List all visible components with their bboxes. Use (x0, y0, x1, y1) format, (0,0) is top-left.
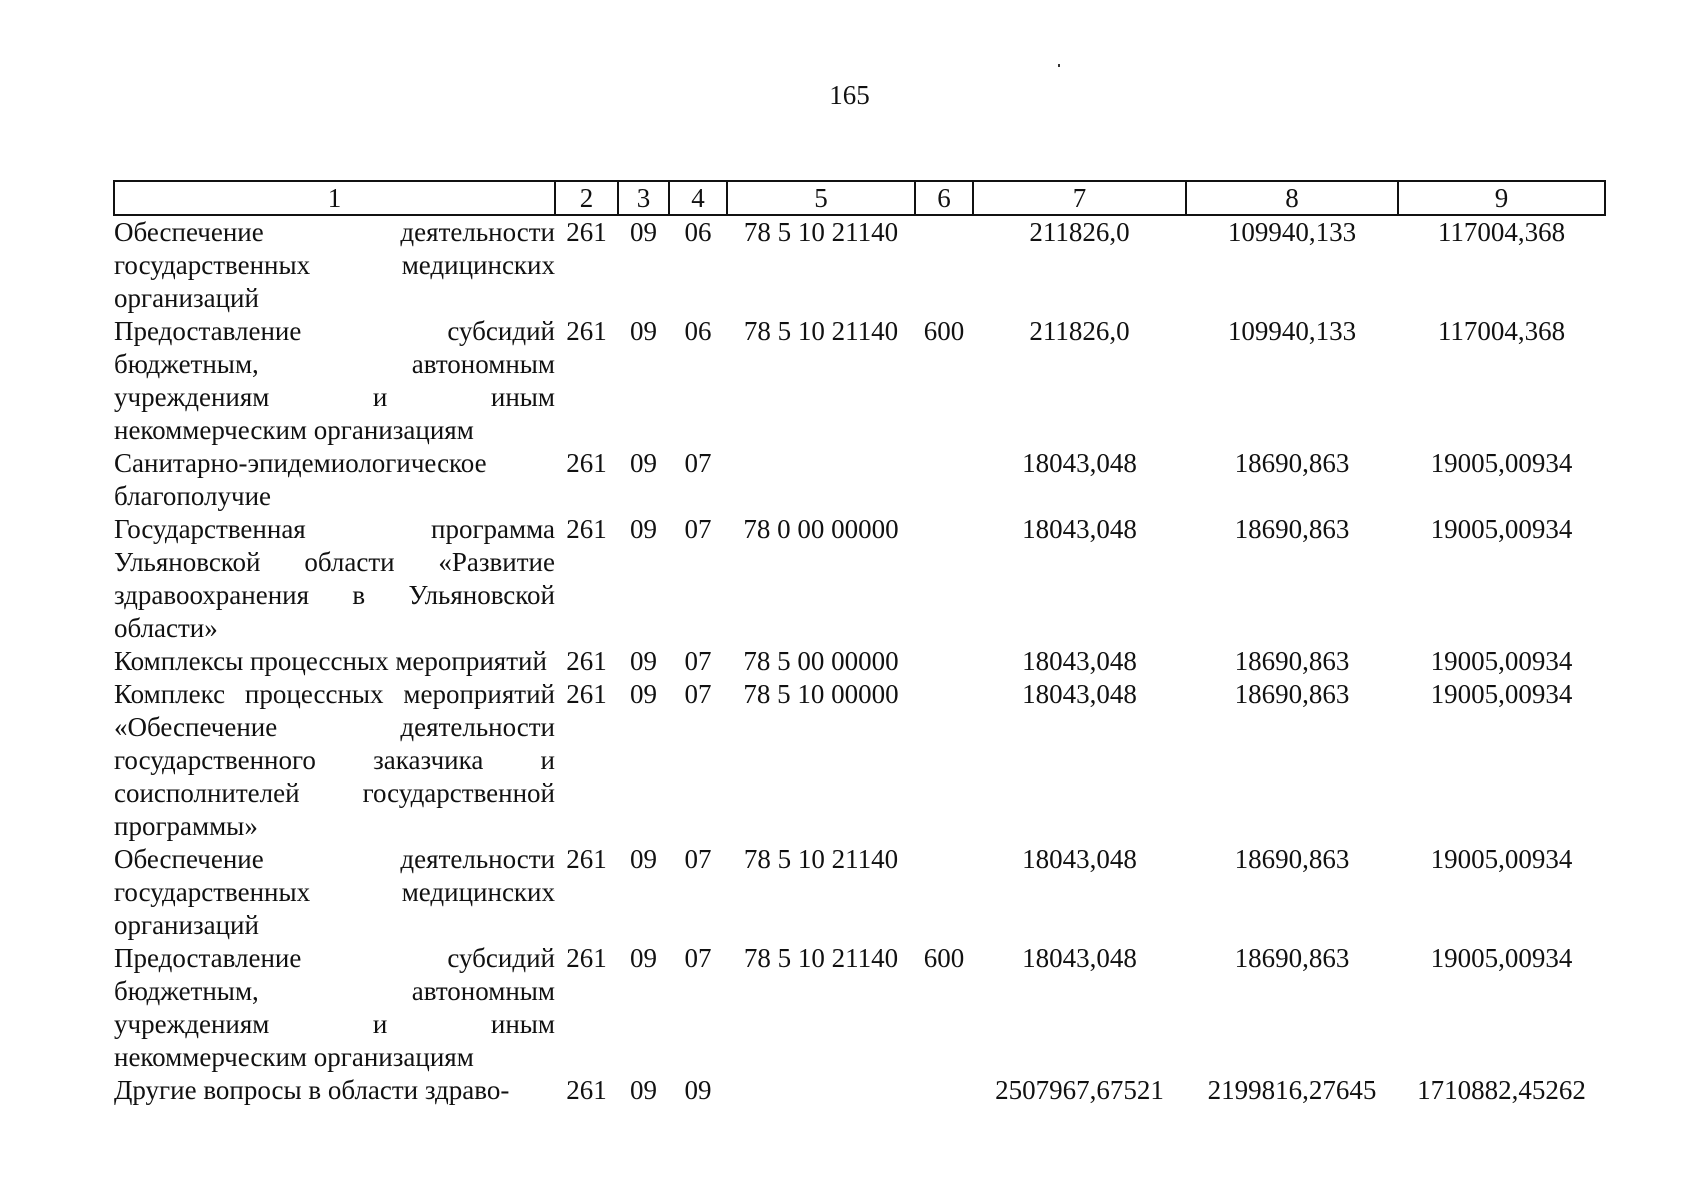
row-col-8: 109940,133 (1227, 217, 1357, 247)
row-col-6 (915, 645, 973, 678)
row-col-9: 19005,00934 (1430, 514, 1573, 544)
row-col-4: 07 (684, 844, 712, 874)
scan-speck (1058, 64, 1060, 67)
row-col-9: 19005,00934 (1430, 679, 1573, 709)
row-col-5: 78 5 10 21140 (743, 943, 899, 973)
row-col-2: 261 (566, 316, 607, 346)
row-col-2: 261 (566, 646, 607, 676)
row-col-3: 09 (630, 646, 657, 676)
row-name: Государственная программа Ульяновской области «Развитие здравоохранения в Ульяновской области» (114, 514, 555, 643)
row-col-4: 07 (684, 448, 712, 478)
row-col-3: 09 (630, 448, 657, 478)
header-col-9: 9 (1398, 181, 1605, 215)
row-col-2: 261 (566, 844, 607, 874)
table-row (114, 447, 1605, 513)
row-col-2: 261 (566, 679, 607, 709)
row-name: Санитарно-эпидемиологическое благополучие (114, 448, 487, 511)
row-col-2: 261 (566, 1075, 607, 1105)
row-col-2: 261 (566, 943, 607, 973)
header-row (114, 181, 1605, 215)
row-col-3: 09 (630, 943, 657, 973)
row-col-5: 78 0 00 00000 (743, 514, 899, 544)
header-col-1: 1 (114, 181, 555, 215)
row-col-7: 18043,048 (1022, 844, 1137, 874)
row-name: Предоставление субсидий бюджетным, автономным учреждениям и иным некоммерческим организациям (114, 943, 555, 1072)
header-col-3: 3 (618, 181, 669, 215)
row-col-7: 211826,0 (1029, 316, 1130, 346)
table-row (114, 315, 1605, 447)
row-col-8: 18690,863 (1234, 514, 1350, 544)
row-col-7: 18043,048 (1022, 448, 1137, 478)
header-col-2: 2 (555, 181, 618, 215)
header-col-5: 5 (727, 181, 915, 215)
header-col-6: 6 (915, 181, 973, 215)
budget-table (113, 180, 1606, 1107)
row-col-4: 07 (684, 646, 712, 676)
row-col-5: 78 5 00 00000 (743, 646, 899, 676)
table-row (114, 513, 1605, 645)
row-col-8: 18690,863 (1234, 844, 1350, 874)
row-col-6 (915, 215, 973, 315)
row-col-7: 211826,0 (1029, 217, 1130, 247)
row-name: Комплексы процессных мероприятий (114, 646, 547, 676)
row-col-2: 261 (566, 217, 607, 247)
table-row (114, 1074, 1605, 1107)
row-col-2: 261 (566, 448, 607, 478)
row-col-9: 19005,00934 (1430, 943, 1573, 973)
row-col-4: 06 (684, 217, 712, 247)
row-col-3: 09 (630, 679, 657, 709)
row-col-6 (915, 678, 973, 843)
page-number: 165 (829, 80, 870, 110)
row-col-6 (915, 1074, 973, 1107)
table-row (114, 215, 1605, 315)
row-col-5 (727, 1074, 915, 1107)
row-col-7: 18043,048 (1022, 514, 1137, 544)
row-col-6: 600 (923, 943, 965, 973)
row-col-3: 09 (630, 316, 657, 346)
row-col-7: 18043,048 (1022, 646, 1137, 676)
table-row (114, 678, 1605, 843)
row-col-9: 19005,00934 (1430, 646, 1573, 676)
row-name: Другие вопросы в области здраво- (114, 1075, 510, 1105)
row-col-6 (915, 513, 973, 645)
row-col-6: 600 (923, 316, 965, 346)
row-col-2: 261 (566, 514, 607, 544)
row-col-7: 18043,048 (1022, 679, 1137, 709)
row-name: Обеспечение деятельности государственных медицинских организаций (114, 217, 555, 313)
row-col-5: 78 5 10 21140 (743, 217, 899, 247)
row-col-9: 117004,368 (1437, 217, 1566, 247)
row-col-3: 09 (630, 844, 657, 874)
table-row (114, 843, 1605, 942)
header-col-7: 7 (973, 181, 1186, 215)
header-col-8: 8 (1186, 181, 1398, 215)
row-col-4: 07 (684, 679, 712, 709)
row-col-7: 18043,048 (1022, 943, 1137, 973)
row-col-4: 07 (684, 514, 712, 544)
row-col-9: 1710882,45262 (1417, 1075, 1586, 1105)
row-col-6 (915, 447, 973, 513)
row-col-5: 78 5 10 00000 (743, 679, 899, 709)
row-col-5: 78 5 10 21140 (743, 844, 899, 874)
row-col-4: 09 (684, 1075, 712, 1105)
row-col-3: 09 (630, 514, 657, 544)
row-col-8: 109940,133 (1227, 316, 1357, 346)
row-col-4: 06 (684, 316, 712, 346)
row-col-8: 18690,863 (1234, 943, 1350, 973)
row-col-7: 2507967,67521 (995, 1075, 1164, 1105)
table-body (114, 215, 1605, 1107)
row-col-8: 18690,863 (1234, 448, 1350, 478)
row-col-5: 78 5 10 21140 (743, 316, 899, 346)
row-name: Обеспечение деятельности государственных медицинских организаций (114, 844, 555, 940)
row-col-5 (727, 447, 915, 513)
row-col-9: 117004,368 (1437, 316, 1566, 346)
row-col-6 (915, 843, 973, 942)
row-col-9: 19005,00934 (1430, 844, 1573, 874)
row-col-8: 2199816,27645 (1207, 1075, 1377, 1105)
row-col-3: 09 (630, 217, 657, 247)
header-col-4: 4 (669, 181, 727, 215)
row-col-3: 09 (630, 1075, 657, 1105)
row-col-8: 18690,863 (1234, 646, 1350, 676)
row-col-9: 19005,00934 (1430, 448, 1573, 478)
row-col-8: 18690,863 (1234, 679, 1350, 709)
row-name: Комплекс процессных мероприятий «Обеспечение деятельности государственного заказчика и соисполнителей государственной программы» (114, 679, 555, 841)
table-row (114, 645, 1605, 678)
row-col-4: 07 (684, 943, 712, 973)
row-name: Предоставление субсидий бюджетным, автономным учреждениям и иным некоммерческим организациям (114, 316, 555, 445)
table-row (114, 942, 1605, 1074)
